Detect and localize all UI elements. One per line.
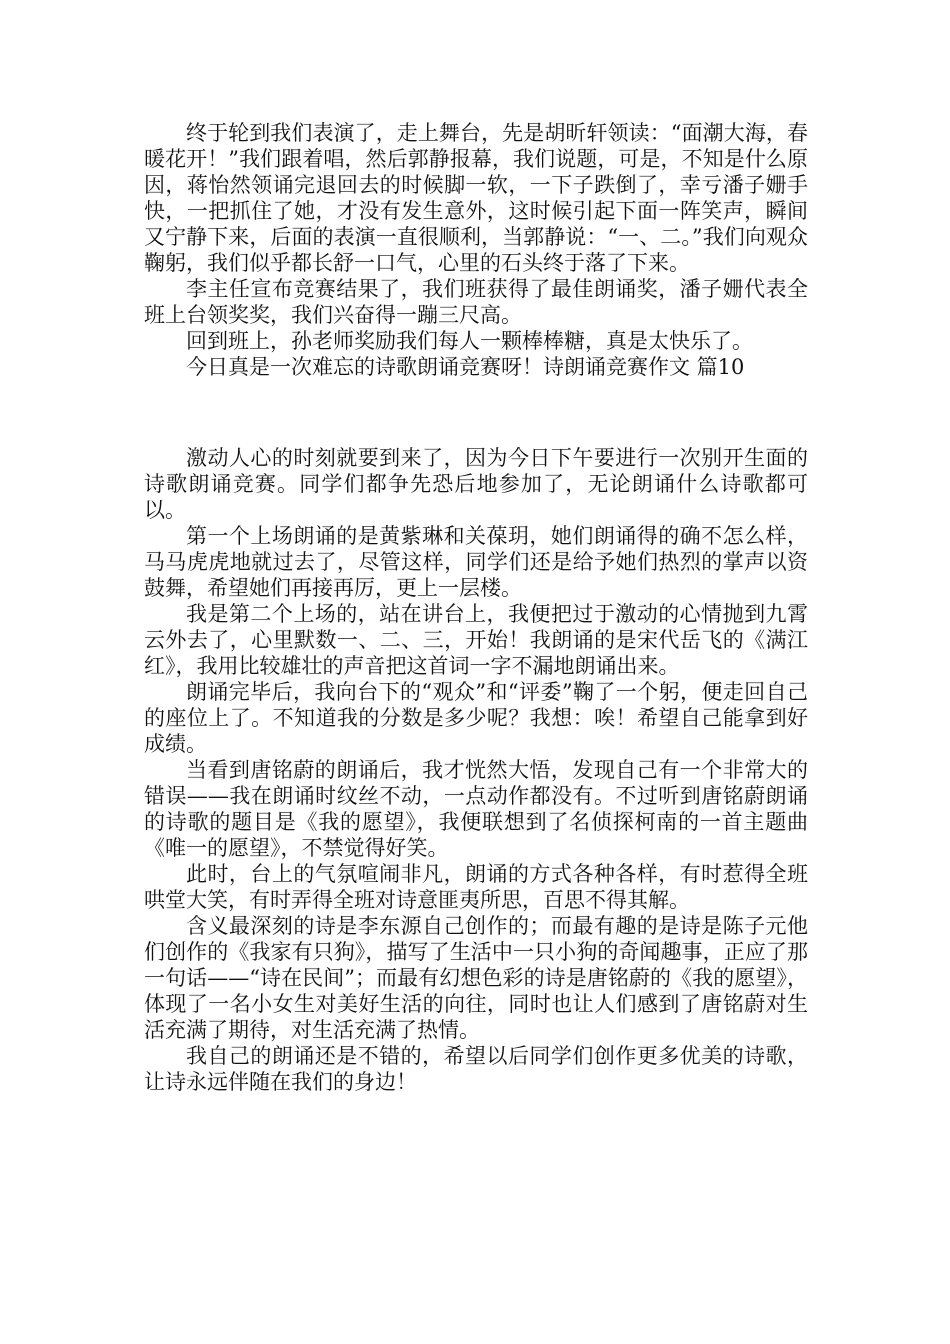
paragraph: 李主任宣布竞赛结果了，我们班获得了最佳朗诵奖，潘子姗代表全班上台领奖奖，我们兴奋得一蹦三尺高。 [144, 277, 808, 327]
paragraph: 当看到唐铭蔚的朗诵后，我才恍然大悟，发现自己有一个非常大的错误——我在朗诵时纹丝不动，一点动作都没有。不过听到唐铭蔚朗诵的诗歌的题目是《我的愿望》，我便联想到了名侦探柯南的一首主题曲《唯一的愿望》，不禁觉得好笑。 [144, 758, 808, 860]
paragraph: 含义最深刻的诗是李东源自己创作的；而最有趣的是诗是陈子元他们创作的《我家有只狗》，描写了生活中一只小狗的奇闻趣事，正应了那一句话——“诗在民间”；而最有幻想色彩的诗是唐铭蔚的《我的愿望》，体现了一名小女生对美好生活的向往，同时也让人们感到了唐铭蔚对生活充满了期待，对生活充满了热情。 [144, 914, 808, 1042]
paragraph: 今日真是一次难忘的诗歌朗诵竞赛呀！诗朗诵竞赛作文 篇10 [186, 355, 745, 379]
paragraph: 激动人心的时刻就要到来了，因为今日下午要进行一次别开生面的诗歌朗诵竞赛。同学们都争先恐后地参加了，无论朗诵什么诗歌都可以。 [144, 446, 808, 522]
essay-section-2 [144, 445, 808, 1095]
paragraph: 此时，台上的气氛喧闹非凡，朗诵的方式各种各样，有时惹得全班哄堂大笑，有时弄得全班对诗意匪夷所思，百思不得其解。 [144, 862, 808, 912]
paragraph: 我是第二个上场的，站在讲台上，我便把过于激动的心情抛到九霄云外去了，心里默数一、二、三，开始！我朗诵的是宋代岳飞的《满江红》，我用比较雄壮的声音把这首词一字不漏地朗诵出来。 [144, 602, 808, 678]
paragraph: 我自己的朗诵还是不错的，希望以后同学们创作更多优美的诗歌，让诗永远伴随在我们的身边！ [144, 1044, 808, 1094]
paragraph: 回到班上，孙老师奖励我们每人一颗棒棒糖，真是太快乐了。 [186, 329, 753, 353]
paragraph: 第一个上场朗诵的是黄紫琳和关葆玥，她们朗诵得的确不怎么样，马马虎虎地就过去了，尽管这样，同学们还是给予她们热烈的掌声以资鼓舞，希望她们再接再厉，更上一层楼。 [144, 524, 808, 600]
paragraph: 朗诵完毕后，我向台下的“观众”和“评委”鞠了一个躬，便走回自己的座位上了。不知道我的分数是多少呢？我想：唉！希望自己能拿到好成绩。 [144, 680, 808, 756]
essay-section-1 [144, 120, 808, 380]
paragraph: 终于轮到我们表演了，走上舞台，先是胡昕轩领读：“面潮大海，春暖花开！”我们跟着唱，然后郭静报幕，我们说题，可是，不知是什么原因，蒋怡然领诵完退回去的时候脚一软，一下子跌倒了，幸亏潘子姗手快，一把抓住了她，才没有发生意外，这时候引起下面一阵笑声，瞬间又宁静下来，后面的表演一直很顺利，当郭静说：“一、二。”我们向观众鞠躬，我们似乎都长舒一口气，心里的石头终于落了下来。 [144, 121, 808, 275]
